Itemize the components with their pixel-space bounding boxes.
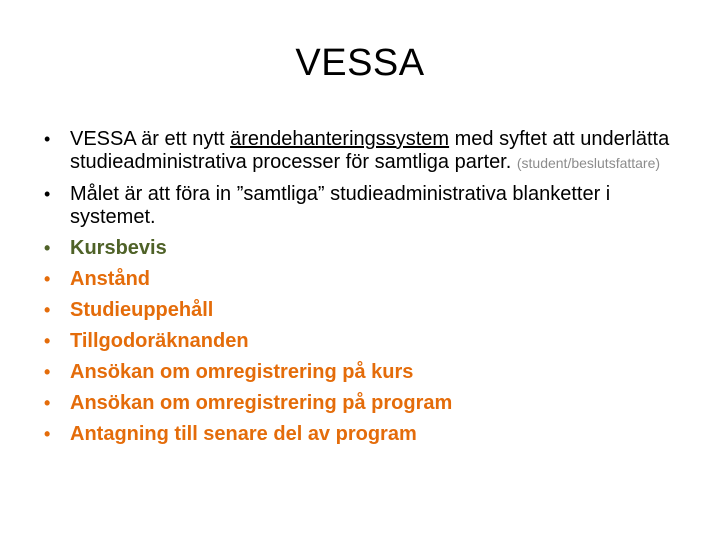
bullet-dot-icon: •	[44, 331, 51, 351]
bullet-item-intro	[44, 128, 684, 175]
bullet-dot-icon: •	[44, 424, 51, 444]
bullet-item-tillgodoraknanden	[44, 330, 684, 353]
bullet-dot-icon: •	[44, 393, 51, 413]
bullet-item-goal	[44, 183, 684, 229]
bullet-list	[44, 128, 684, 454]
form-name: Tillgodoräknanden	[70, 330, 249, 352]
bullet-dot-icon: •	[44, 184, 51, 204]
form-name: Ansökan om omregistrering på program	[70, 392, 453, 414]
bullet-item-antagning	[44, 423, 684, 446]
bullet-item-kursbevis	[44, 237, 684, 260]
intro-text-start: VESSA är ett nytt	[70, 128, 231, 150]
form-name: Anstånd	[70, 268, 150, 290]
underlined-term: ärendehanteringssystem	[230, 128, 450, 150]
form-name: Studieuppehåll	[70, 299, 214, 321]
intro-text-end: med syftet att underlätta studieadministrativa processer för samtliga parter.	[70, 128, 670, 173]
goal-text: Målet är att föra in ”samtliga” studieadministrativa blanketter i systemet.	[70, 183, 611, 228]
bullet-dot-icon: •	[44, 269, 51, 289]
bullet-dot-icon: •	[44, 362, 51, 382]
form-name: Antagning till senare del av program	[70, 423, 417, 445]
slide-title: VESSA	[295, 42, 425, 84]
form-name: Kursbevis	[70, 237, 167, 259]
bullet-dot-icon: •	[44, 238, 51, 258]
form-name: Ansökan om omregistrering på kurs	[70, 361, 414, 383]
bullet-dot-icon: •	[44, 129, 51, 149]
bullet-item-omregistrering-kurs	[44, 361, 684, 384]
bullet-item-studieuppehall	[44, 299, 684, 322]
bullet-item-omregistrering-program	[44, 392, 684, 415]
intro-note: (student/beslutsfattare)	[516, 155, 661, 171]
bullet-item-anstand	[44, 268, 684, 291]
bullet-dot-icon: •	[44, 300, 51, 320]
